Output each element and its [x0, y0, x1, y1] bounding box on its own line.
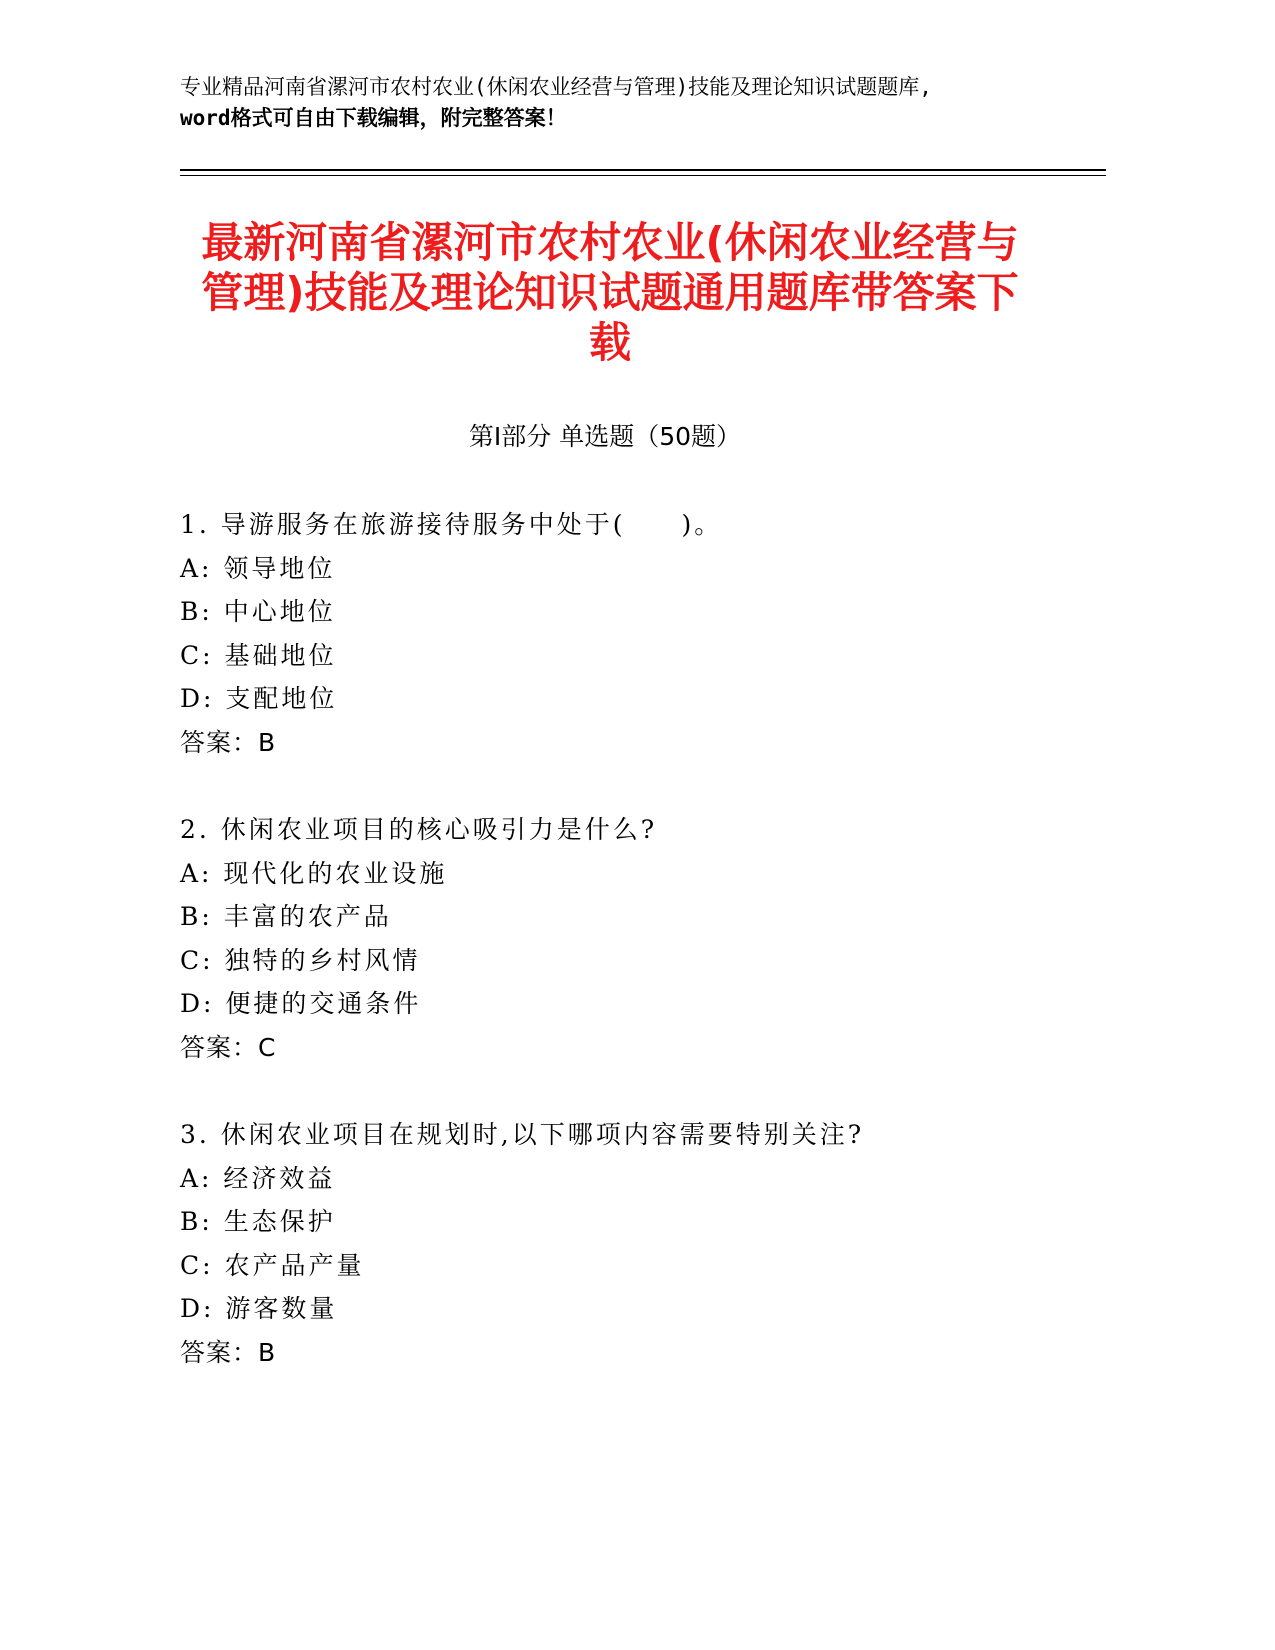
section-title: 第Ⅰ部分 单选题（50题） [468, 422, 742, 451]
header-note [180, 72, 1100, 134]
option-d: D: 支配地位 [180, 684, 338, 713]
question-block [180, 1113, 1140, 1374]
answer: 答案：B [180, 727, 277, 757]
option-b: B: 生态保护 [180, 1207, 336, 1236]
header-note-line1: 专业精品河南省漯河市农村农业(休闲农业经营与管理)技能及理论知识试题题库, [180, 75, 932, 99]
option-a: A: 现代化的农业设施 [180, 858, 448, 888]
header-rule-thin [180, 175, 1106, 176]
option-b: B: 中心地位 [180, 597, 336, 626]
document-title-line1: 最新河南省漯河市农村农业(休闲农业经营与 [201, 218, 1019, 267]
option-c: C: 独特的乡村风情 [180, 945, 421, 975]
option-d: D: 便捷的交通条件 [180, 989, 422, 1018]
question-block [180, 808, 1140, 1069]
answer: 答案：C [180, 1032, 277, 1062]
document-title-line2: 管理)技能及理论知识试题通用题库带答案下 [201, 268, 1019, 317]
option-c: C: 农产品产量 [180, 1250, 365, 1280]
question-block [180, 503, 1140, 764]
option-a: A: 领导地位 [180, 553, 336, 583]
option-a: A: 经济效益 [180, 1163, 336, 1193]
document-title-line3: 载 [588, 318, 631, 367]
question-stem: 2. 休闲农业项目的核心吸引力是什么? [180, 815, 658, 844]
document-title [160, 218, 1060, 368]
question-stem: 3. 休闲农业项目在规划时,以下哪项内容需要特别关注? [180, 1120, 865, 1149]
option-b: B: 丰富的农产品 [180, 902, 392, 931]
question-stem: 1. 导游服务在旅游接待服务中处于( )。 [180, 510, 723, 539]
answer: 答案：B [180, 1337, 277, 1367]
header-rule-thick [180, 169, 1106, 171]
option-c: C: 基础地位 [180, 640, 337, 670]
header-note-line2: word格式可自由下载编辑，附完整答案！ [180, 106, 567, 130]
option-d: D: 游客数量 [180, 1294, 338, 1323]
